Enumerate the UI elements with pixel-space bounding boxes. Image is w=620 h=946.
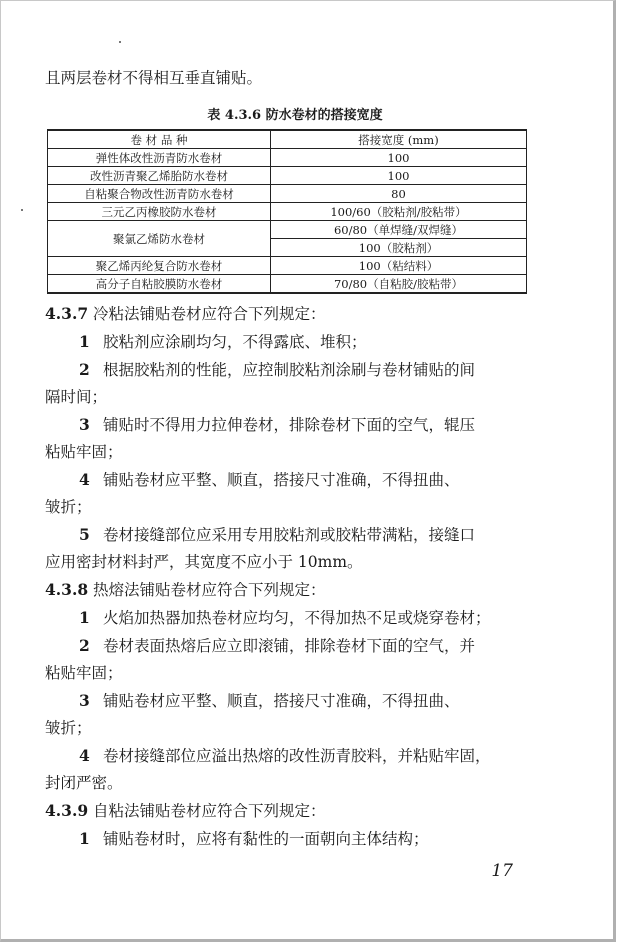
table-row <box>48 167 527 185</box>
table-caption: 表 4.3.6 防水卷材的搭接宽度 <box>207 108 383 123</box>
table-row <box>48 203 527 221</box>
clause-item <box>45 466 545 494</box>
clause-heading <box>45 300 545 328</box>
header-width: 搭接宽度 (mm) <box>271 130 527 149</box>
item-text: 铺贴时不得用力拉伸卷材，排除卷材下面的空气，辊压 <box>103 416 476 434</box>
item-continuation: 粘贴牢固； <box>45 664 123 682</box>
clause-item <box>45 356 545 384</box>
item-number: 3 <box>79 415 90 434</box>
clauses <box>45 300 545 853</box>
item-text: 铺贴卷材应平整、顺直，搭接尺寸准确，不得扭曲、 <box>103 692 460 710</box>
scan-speck <box>119 41 121 43</box>
table-row <box>48 221 527 239</box>
item-continuation: 隔时间； <box>45 388 108 406</box>
clause-item <box>45 328 545 356</box>
cell-width: 100（粘结料） <box>271 257 527 275</box>
page-number: 17 <box>491 861 513 881</box>
item-text: 铺贴卷材时，应将有黏性的一面朝向主体结构； <box>103 830 429 848</box>
item-text: 根据胶粘剂的性能，应控制胶粘剂涂刷与卷材铺贴的间 <box>103 361 476 379</box>
item-number: 1 <box>79 829 90 848</box>
item-text: 卷材表面热熔后应立即滚铺，排除卷材下面的空气，并 <box>103 637 476 655</box>
item-number: 2 <box>79 636 90 655</box>
clause-title: 热熔法铺贴卷材应符合下列规定： <box>93 581 326 599</box>
item-number: 2 <box>79 360 90 379</box>
item-number: 3 <box>79 691 90 710</box>
item-text: 胶粘剂应涂刷均匀，不得露底、堆积； <box>103 333 367 351</box>
item-number: 1 <box>79 332 90 351</box>
table-row <box>48 257 527 275</box>
cell-kind: 自粘聚合物改性沥青防水卷材 <box>48 185 271 203</box>
table-row <box>48 149 527 167</box>
cell-width: 60/80（单焊缝/双焊缝） <box>271 221 527 239</box>
cell-kind: 弹性体改性沥青防水卷材 <box>48 149 271 167</box>
item-continuation: 粘贴牢固； <box>45 443 123 461</box>
cell-width: 80 <box>271 185 527 203</box>
clause-heading <box>45 576 545 604</box>
cell-kind: 改性沥青聚乙烯胎防水卷材 <box>48 167 271 185</box>
clause-title: 自粘法铺贴卷材应符合下列规定： <box>93 802 326 820</box>
cell-width: 100 <box>271 167 527 185</box>
item-text: 卷材接缝部位应采用专用胶粘剂或胶粘带满粘，接缝口 <box>103 526 476 544</box>
clause-item <box>45 411 545 439</box>
clause-item <box>45 521 545 549</box>
clause-item <box>45 632 545 660</box>
table-row <box>48 275 527 294</box>
table-row <box>48 185 527 203</box>
item-text: 火焰加热器加热卷材应均匀，不得加热不足或烧穿卷材； <box>103 609 491 627</box>
clause-item <box>45 742 545 770</box>
item-continuation: 封闭严密。 <box>45 774 123 792</box>
item-number: 4 <box>79 746 90 765</box>
item-text: 卷材接缝部位应溢出热熔的改性沥青胶料，并粘贴牢固， <box>103 747 491 765</box>
cell-width: 100/60（胶粘剂/胶粘带） <box>271 203 527 221</box>
clause-item <box>45 604 545 632</box>
item-number: 5 <box>79 525 90 544</box>
cell-kind: 高分子自粘胶膜防水卷材 <box>48 275 271 294</box>
cell-kind: 聚乙烯丙纶复合防水卷材 <box>48 257 271 275</box>
table-header-row <box>48 130 527 149</box>
item-continuation: 皱折； <box>45 719 92 737</box>
item-continuation: 皱折； <box>45 498 92 516</box>
item-continuation: 应用密封材料封严，其宽度不应小于 10mm。 <box>45 553 363 571</box>
lap-width-table <box>47 129 527 294</box>
cell-width: 100（胶粘剂） <box>271 239 527 257</box>
scan-speck <box>21 209 23 211</box>
clause-number: 4.3.7 <box>45 304 89 323</box>
cell-kind: 聚氯乙烯防水卷材 <box>48 221 271 257</box>
clause-number: 4.3.9 <box>45 801 89 820</box>
header-kind: 卷 材 品 种 <box>48 130 271 149</box>
clause-number: 4.3.8 <box>45 580 89 599</box>
item-number: 4 <box>79 470 90 489</box>
clause-item <box>45 687 545 715</box>
cell-width: 70/80（自粘胶/胶粘带） <box>271 275 527 294</box>
intro-line: 且两层卷材不得相互垂直铺贴。 <box>45 69 263 87</box>
item-number: 1 <box>79 608 90 627</box>
cell-width: 100 <box>271 149 527 167</box>
clause-heading <box>45 797 545 825</box>
item-text: 铺贴卷材应平整、顺直，搭接尺寸准确，不得扭曲、 <box>103 471 460 489</box>
cell-kind: 三元乙丙橡胶防水卷材 <box>48 203 271 221</box>
page-content <box>45 65 545 853</box>
clause-title: 冷粘法铺贴卷材应符合下列规定： <box>93 305 326 323</box>
clause-item <box>45 825 545 853</box>
